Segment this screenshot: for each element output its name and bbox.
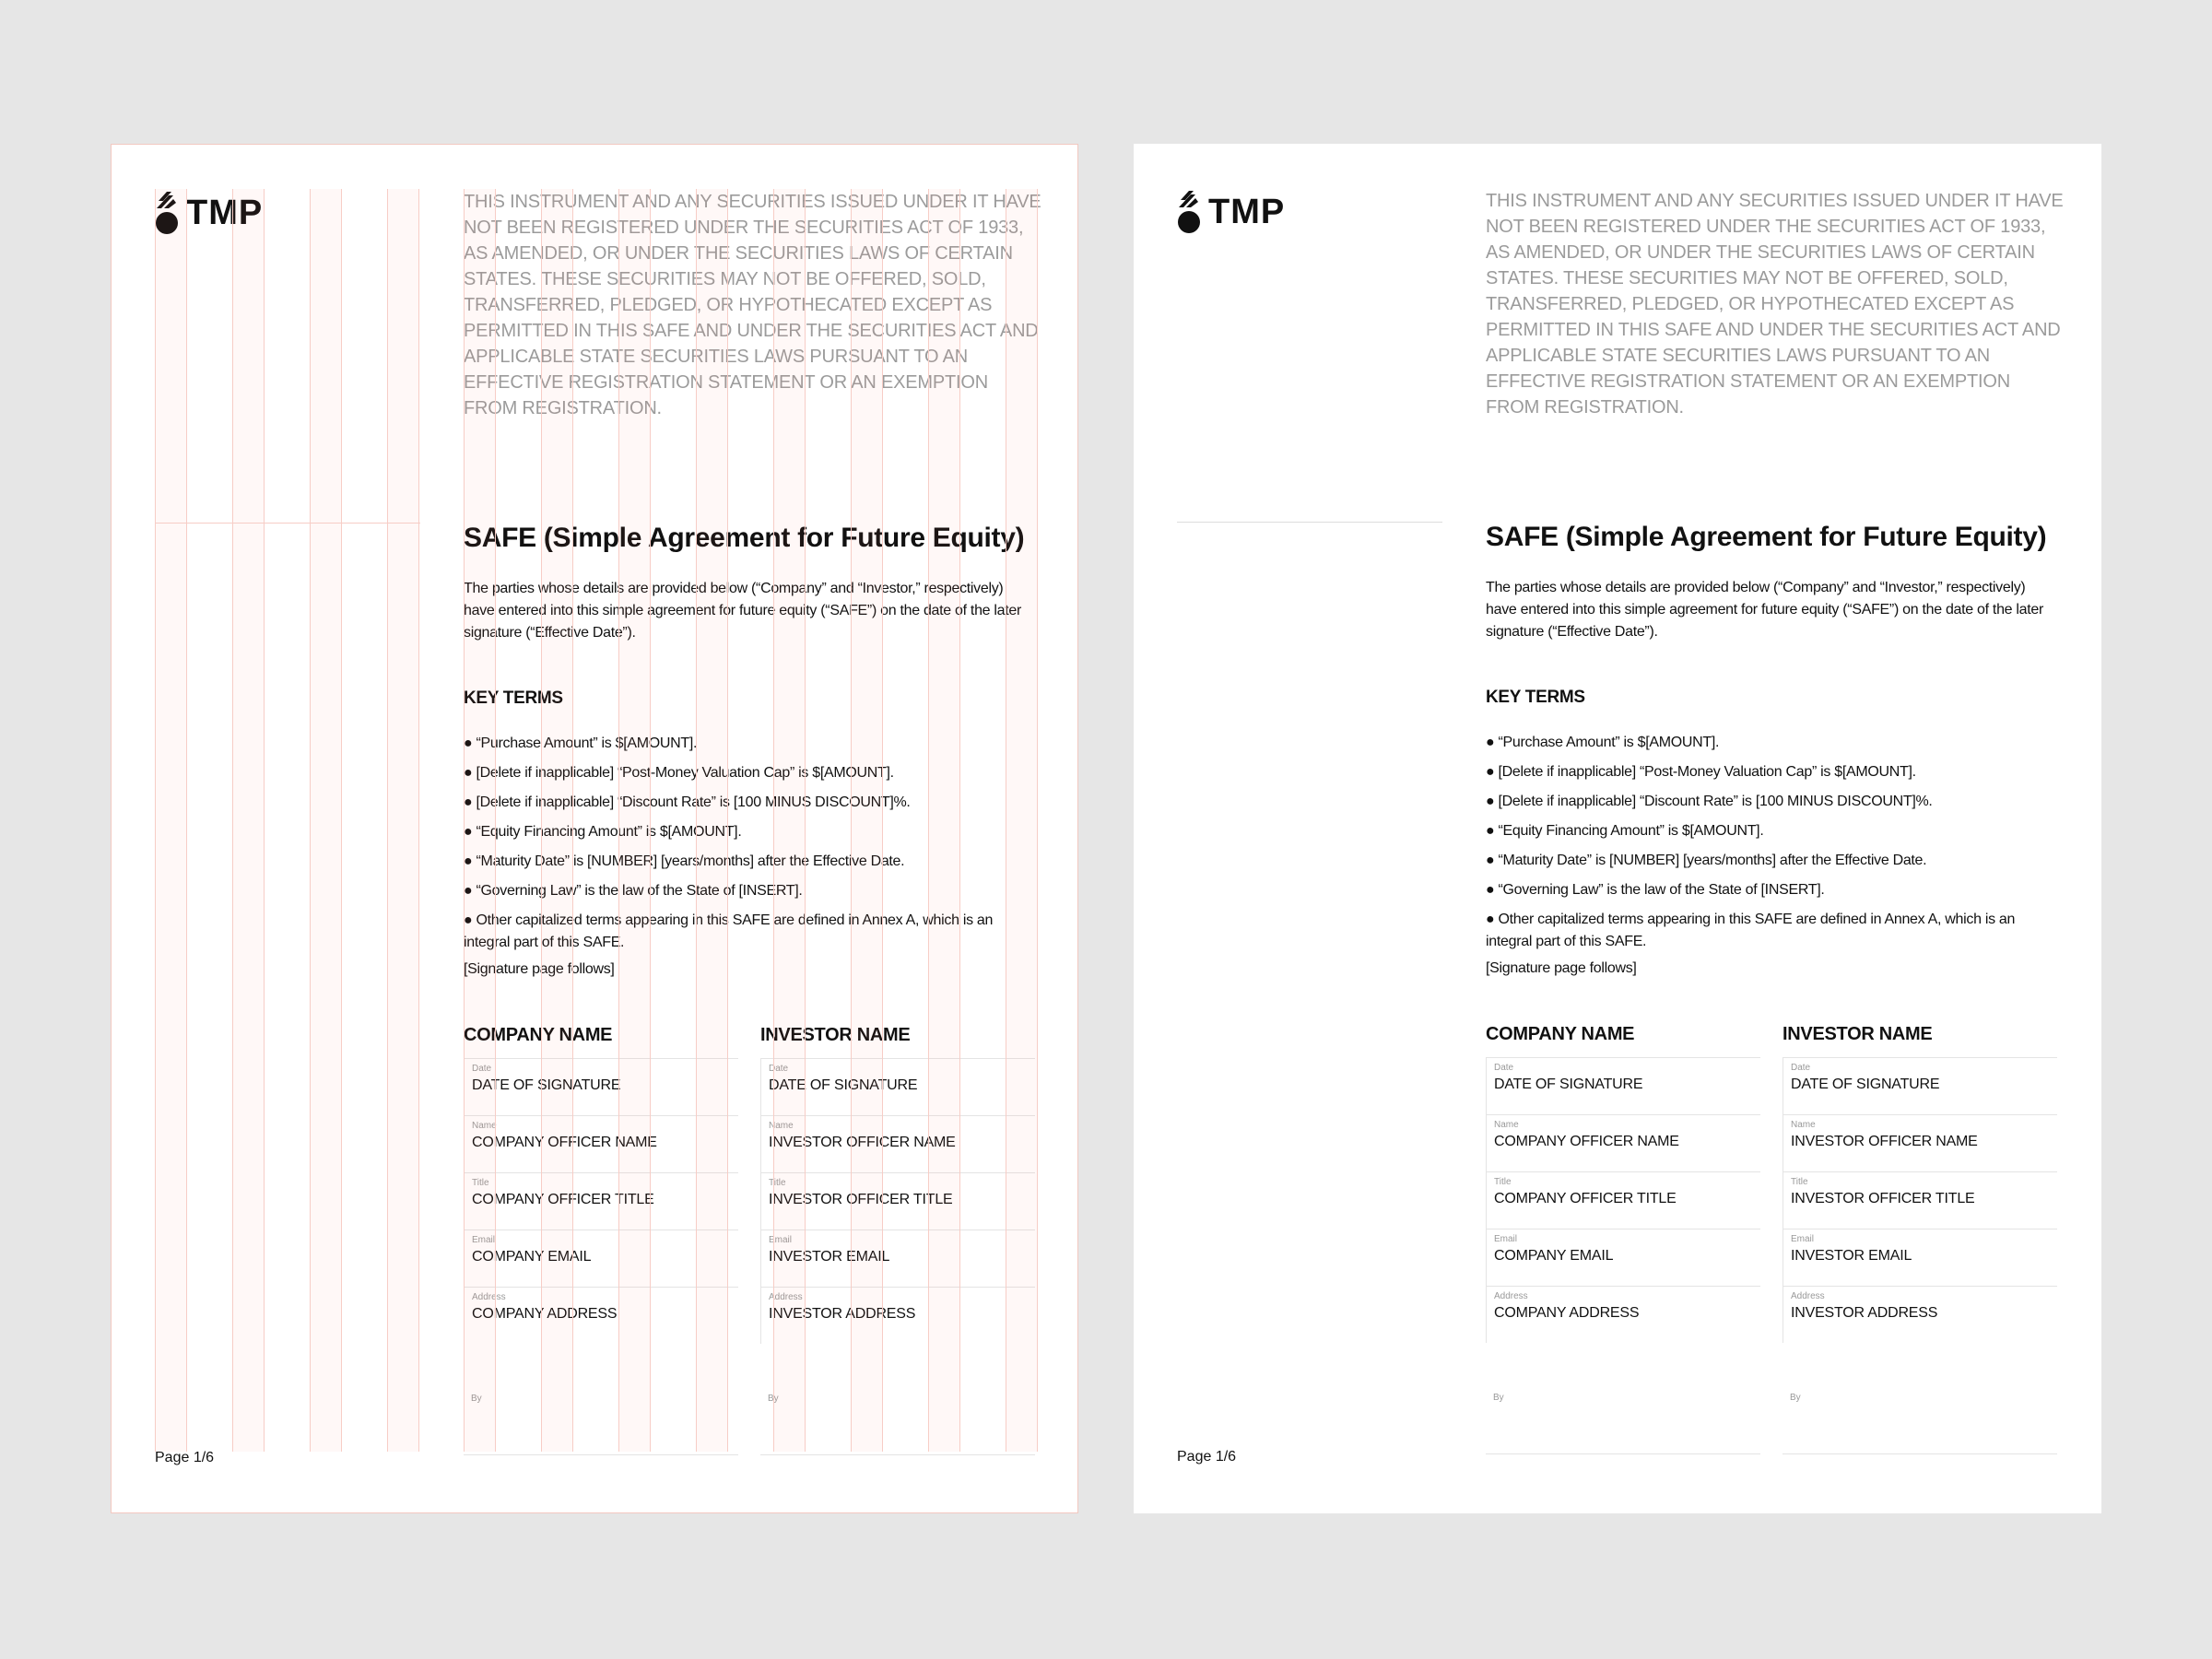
field-value: INVESTOR OFFICER NAME [1791,1134,1978,1149]
key-term-item: ● “Maturity Date” is [NUMBER] [years/months] after the Effective Date. [464,853,905,869]
key-term-item: ● “Purchase Amount” is $[AMOUNT]. [1486,735,1720,750]
company-signature-block [1486,1024,1760,1454]
document-title: SAFE (Simple Agreement for Future Equity) [464,523,1025,553]
page-number: Page 1/6 [1177,1449,1237,1465]
divider [1177,522,1442,523]
investor-name-heading: INVESTOR NAME [1783,1024,1933,1044]
grid-column [232,189,265,1452]
key-term-item: ● [Delete if inapplicable] “Post-Money Valuation Cap” is $[AMOUNT]. [464,765,894,781]
key-term-item: ● [Delete if inapplicable] “Discount Rate” is [100 MINUS DISCOUNT]%. [1486,794,1933,809]
logo-wordmark: TMP [1208,193,1286,231]
key-term-item: ● “Equity Financing Amount” is $[AMOUNT]. [464,824,742,840]
logo-wordmark: TMP [186,194,264,232]
field-label: Title [472,1178,489,1188]
by-label: By [1790,1393,1801,1403]
key-terms-heading: KEY TERMS [464,688,563,708]
key-terms-list [1486,732,2057,960]
field-label: Title [1494,1177,1512,1187]
investor-address-field[interactable] [1783,1286,2057,1343]
field-value: INVESTOR EMAIL [769,1249,890,1265]
by-label: By [1493,1393,1504,1403]
company-signature-line[interactable] [1486,1389,1760,1454]
key-term-item: ● “Governing Law” is the law of the State of [INSERT]. [464,883,803,899]
field-value: INVESTOR ADDRESS [1791,1305,1938,1321]
investor-signature-block [1783,1024,2057,1454]
document-page [1134,144,2101,1513]
company-signature-line[interactable] [464,1390,738,1455]
company-signature-block [464,1025,738,1455]
grid-column [310,189,342,1452]
field-value: COMPANY ADDRESS [1494,1305,1640,1321]
field-value: COMPANY ADDRESS [472,1306,618,1322]
company-date-field[interactable] [1486,1057,1760,1114]
document-page-with-grid [111,144,1078,1513]
document-title: SAFE (Simple Agreement for Future Equity) [1486,522,2047,552]
investor-signature-line[interactable] [1783,1389,2057,1454]
field-value: INVESTOR EMAIL [1791,1248,1912,1264]
signature-follows-note: [Signature page follows] [1486,960,1637,976]
company-email-field[interactable] [1486,1229,1760,1286]
field-label: Title [769,1178,786,1188]
field-label: Address [1494,1291,1528,1301]
field-value: DATE OF SIGNATURE [472,1077,621,1093]
field-value: DATE OF SIGNATURE [769,1077,918,1093]
field-label: Name [1791,1120,1816,1130]
grid-column [387,189,419,1452]
signature-follows-note: [Signature page follows] [464,961,615,977]
field-value: COMPANY OFFICER TITLE [472,1192,654,1207]
investor-officer-name-field[interactable] [760,1115,1035,1172]
investor-email-field[interactable] [1783,1229,2057,1286]
logo [155,190,263,236]
field-label: Title [1791,1177,1808,1187]
company-address-field[interactable] [464,1287,738,1344]
field-label: Email [769,1235,793,1245]
field-label: Name [1494,1120,1519,1130]
field-label: Name [472,1121,497,1131]
field-value: INVESTOR OFFICER TITLE [1791,1191,1975,1206]
field-value: DATE OF SIGNATURE [1791,1077,1940,1092]
key-term-item: ● “Governing Law” is the law of the State of [INSERT]. [1486,882,1825,898]
field-label: Address [472,1292,506,1302]
field-value: DATE OF SIGNATURE [1494,1077,1643,1092]
field-label: Date [472,1064,492,1074]
company-officer-name-field[interactable] [464,1115,738,1172]
divider [155,523,420,524]
key-term-item: ● Other capitalized terms appearing in this SAFE are defined in Annex A, which is an integral part of this SAFE. [1486,912,2016,949]
investor-signature-line[interactable] [760,1390,1035,1455]
by-label: By [471,1394,482,1404]
by-label: By [768,1394,779,1404]
investor-email-field[interactable] [760,1230,1035,1287]
company-address-field[interactable] [1486,1286,1760,1343]
grid-column [155,189,187,1452]
investor-officer-title-field[interactable] [1783,1171,2057,1229]
investor-address-field[interactable] [760,1287,1035,1344]
field-label: Date [1494,1063,1514,1073]
key-term-item: ● Other capitalized terms appearing in this SAFE are defined in Annex A, which is an integral part of this SAFE. [464,912,994,950]
field-label: Email [1494,1234,1518,1244]
field-label: Email [472,1235,496,1245]
investor-date-field[interactable] [760,1058,1035,1115]
field-value: COMPANY OFFICER NAME [1494,1134,1679,1149]
field-value: COMPANY EMAIL [472,1249,592,1265]
field-label: Address [1791,1291,1825,1301]
securities-legend: THIS INSTRUMENT AND ANY SECURITIES ISSUED UNDER IT HAVE NOT BEEN REGISTERED UNDER THE SECURITIES ACT OF 1933, AS AMENDED, OR UNDER THE SECURITIES LAWS OF CERTAIN STATES. THESE SECURITIES MAY NOT BE OFFERED, SOLD, TRANSFERRED, PLEDGED, OR HYPOTHECATED EXCEPT AS PERMITTED IN THIS SAFE AND UNDER THE SECURITIES ACT AND APPLICABLE STATE SECURITIES LAWS PURSUANT TO AN EFFECTIVE REGISTRATION STATEMENT OR AN EXEMPTION FROM REGISTRATION. [1486,191,2064,418]
company-officer-title-field[interactable] [1486,1171,1760,1229]
investor-officer-title-field[interactable] [760,1172,1035,1230]
field-value: COMPANY OFFICER TITLE [1494,1191,1677,1206]
company-officer-title-field[interactable] [464,1172,738,1230]
key-terms-heading: KEY TERMS [1486,688,1585,707]
field-value: COMPANY OFFICER NAME [472,1135,657,1150]
company-name-heading: COMPANY NAME [464,1025,613,1045]
key-term-item: ● “Purchase Amount” is $[AMOUNT]. [464,735,698,751]
field-label: Address [769,1292,803,1302]
field-label: Date [769,1064,789,1074]
company-officer-name-field[interactable] [1486,1114,1760,1171]
key-terms-list [464,733,1035,961]
page-number: Page 1/6 [155,1450,215,1465]
logo [1177,189,1285,235]
key-term-item: ● [Delete if inapplicable] “Post-Money Valuation Cap” is $[AMOUNT]. [1486,764,1916,780]
securities-legend: THIS INSTRUMENT AND ANY SECURITIES ISSUED UNDER IT HAVE NOT BEEN REGISTERED UNDER THE SECURITIES ACT OF 1933, AS AMENDED, OR UNDER THE SECURITIES LAWS OF CERTAIN STATES. THESE SECURITIES MAY NOT BE OFFERED, SOLD, TRANSFERRED, PLEDGED, OR HYPOTHECATED EXCEPT AS PERMITTED IN THIS SAFE AND UNDER THE SECURITIES ACT AND APPLICABLE STATE SECURITIES LAWS PURSUANT TO AN EFFECTIVE REGISTRATION STATEMENT OR AN EXEMPTION FROM REGISTRATION. [464,192,1041,418]
field-label: Name [769,1121,794,1131]
company-email-field[interactable] [464,1230,738,1287]
investor-date-field[interactable] [1783,1057,2057,1114]
field-label: Email [1791,1234,1815,1244]
logo-mark-icon [1177,189,1201,235]
company-name-heading: COMPANY NAME [1486,1024,1635,1044]
investor-signature-block [760,1025,1035,1455]
field-value: COMPANY EMAIL [1494,1248,1614,1264]
intro-paragraph: The parties whose details are provided below (“Company” and “Investor,” respectively) have entered into this simple agreement for future equity (“SAFE”) on the date of the later signature (“Effective Date”). [464,581,1022,641]
key-term-item: ● [Delete if inapplicable] “Discount Rate” is [100 MINUS DISCOUNT]%. [464,794,911,810]
logo-mark-icon [155,190,179,236]
field-value: INVESTOR OFFICER NAME [769,1135,956,1150]
key-term-item: ● “Equity Financing Amount” is $[AMOUNT]. [1486,823,1764,839]
intro-paragraph: The parties whose details are provided below (“Company” and “Investor,” respectively) have entered into this simple agreement for future equity (“SAFE”) on the date of the later signature (“Effective Date”). [1486,580,2044,640]
company-date-field[interactable] [464,1058,738,1115]
investor-name-heading: INVESTOR NAME [760,1025,911,1045]
investor-officer-name-field[interactable] [1783,1114,2057,1171]
field-value: INVESTOR OFFICER TITLE [769,1192,953,1207]
key-term-item: ● “Maturity Date” is [NUMBER] [years/months] after the Effective Date. [1486,853,1927,868]
field-value: INVESTOR ADDRESS [769,1306,916,1322]
field-label: Date [1791,1063,1811,1073]
